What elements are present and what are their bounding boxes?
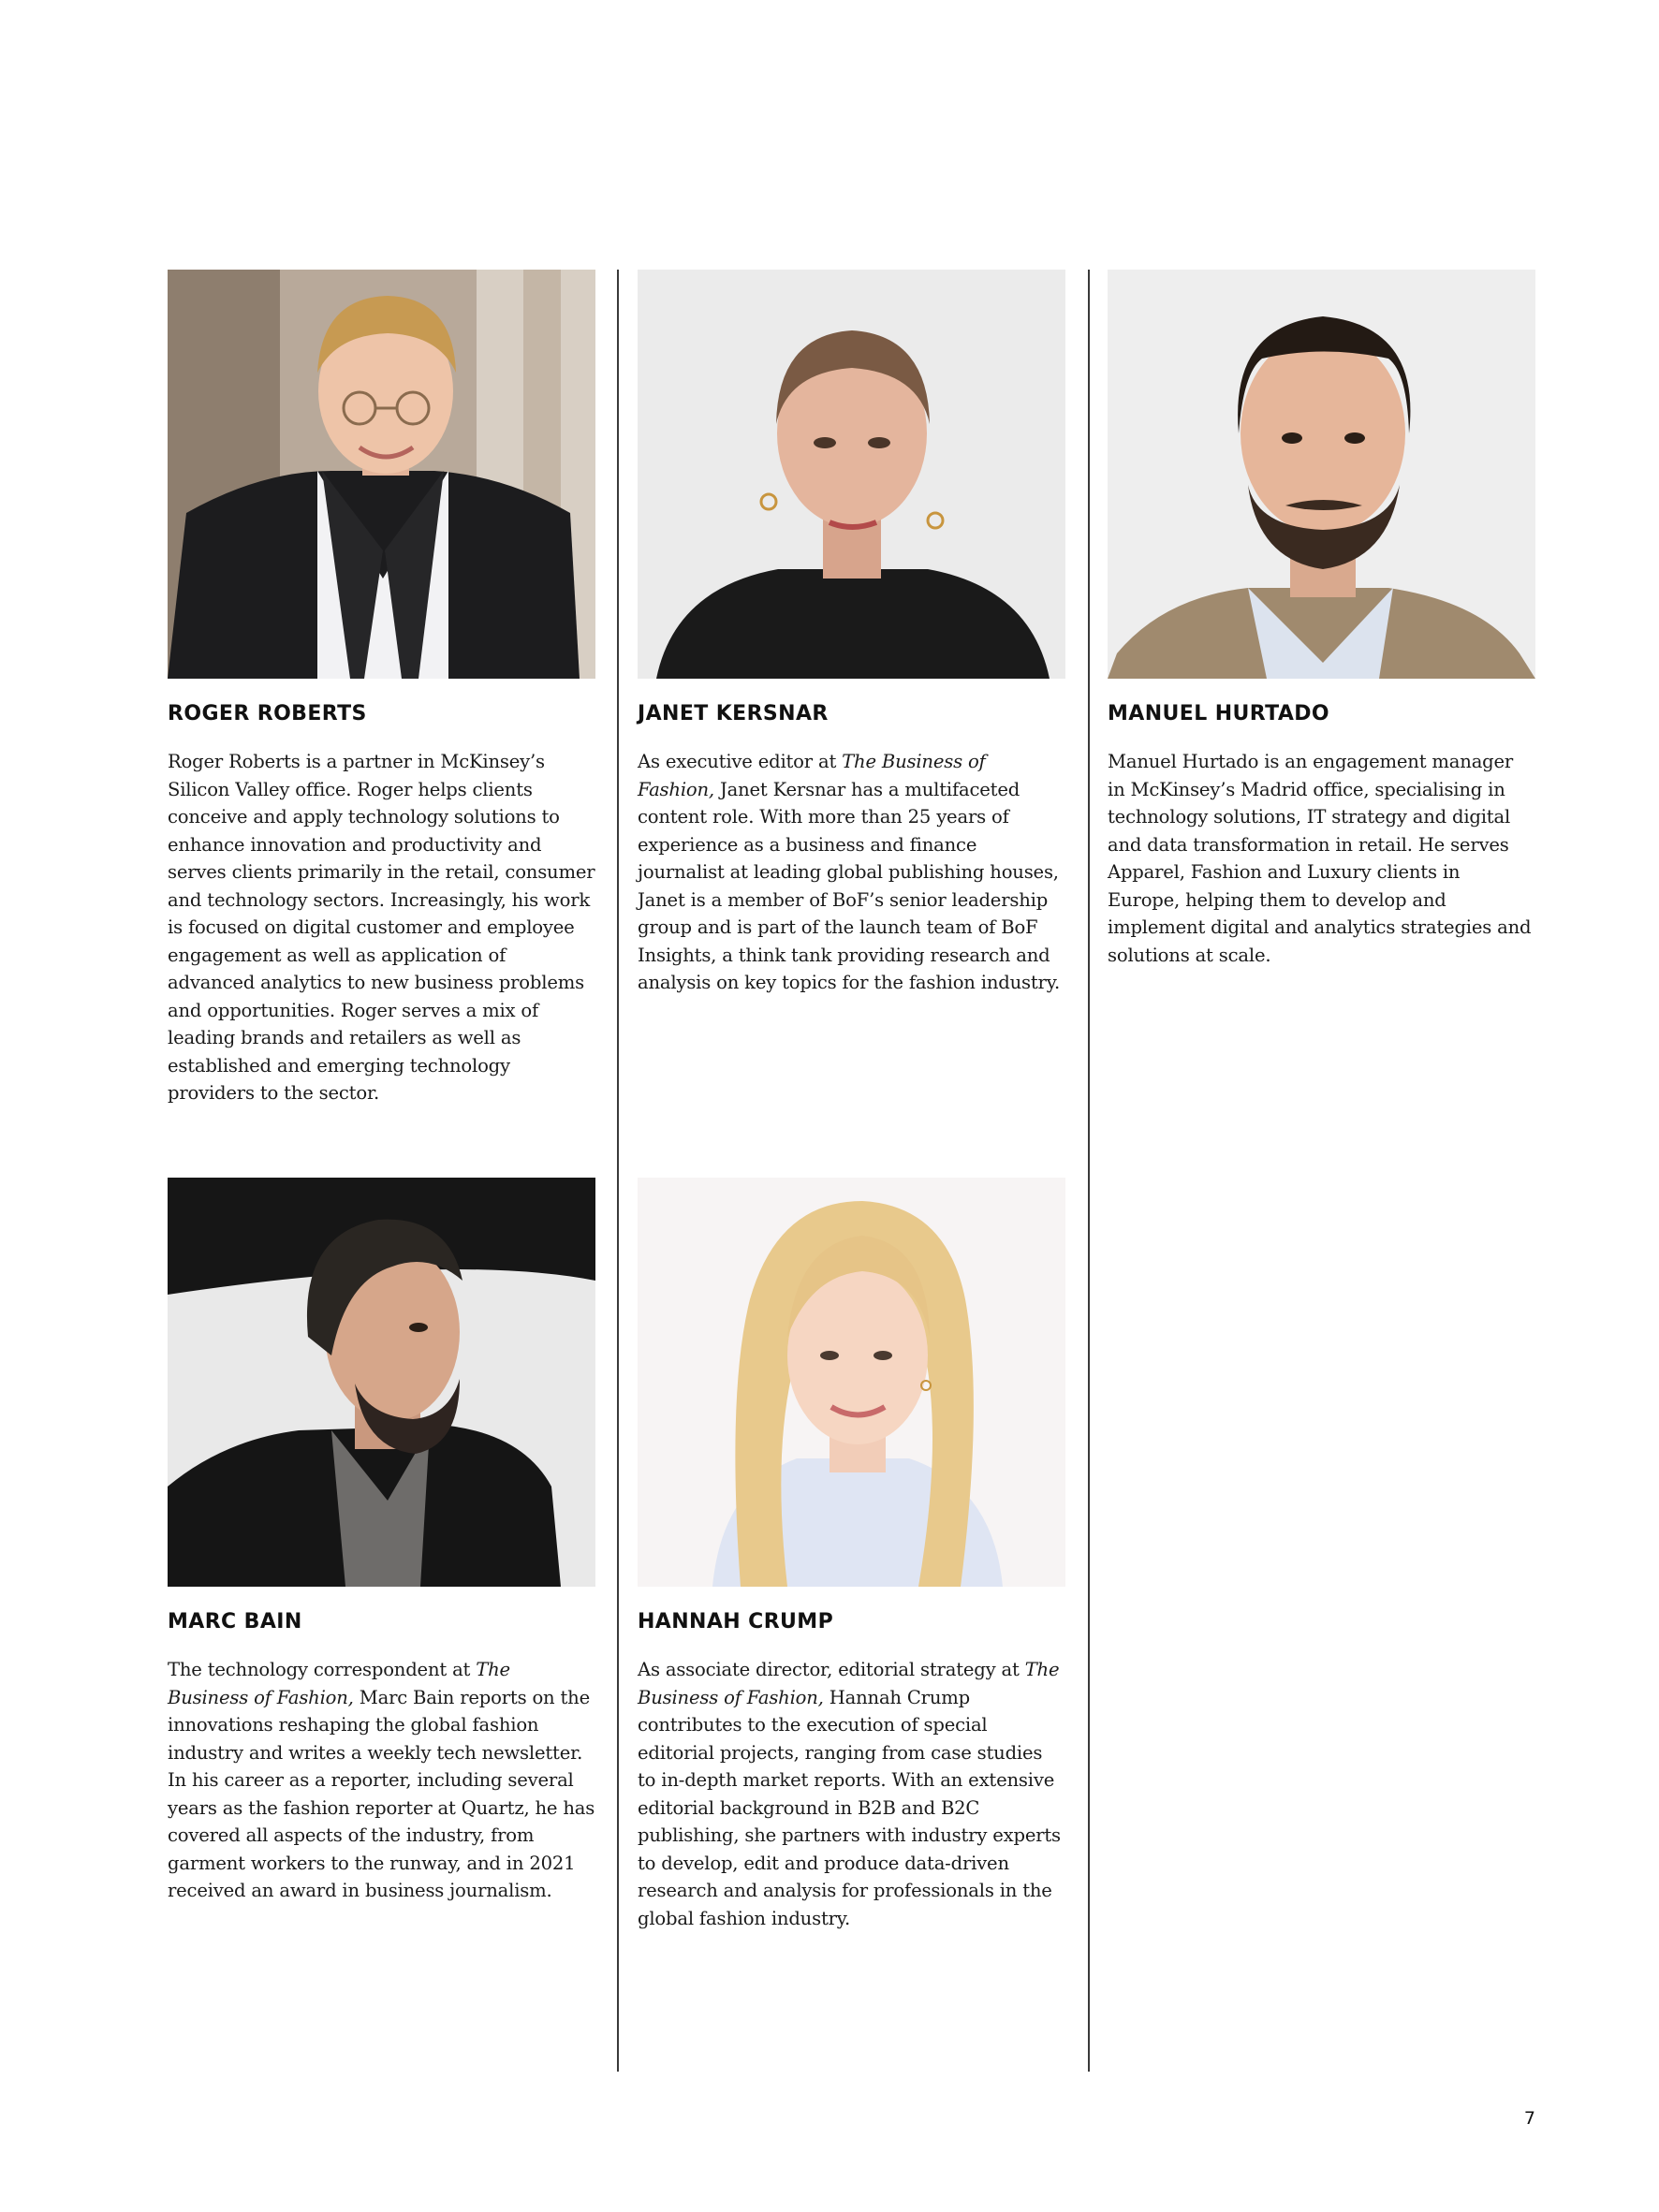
person-name: MARC BAIN bbox=[168, 1610, 302, 1633]
profile-card-manuel-hurtado bbox=[1108, 270, 1535, 969]
portrait-photo bbox=[1108, 270, 1535, 679]
person-bio: Manuel Hurtado is an engagement manager in McKinsey’s Madrid office, specialising in technology solutions, IT strategy and digital and data transformation in retail. He serves Apparel, Fashion and Luxury clients in Europe, helping them to develop and implement digital and analytics strategies and solutions at scale. bbox=[1108, 751, 1532, 966]
profile-card-hannah-crump bbox=[638, 1178, 1065, 1932]
profile-card-roger-roberts bbox=[168, 270, 595, 1107]
person-bio: Roger Roberts is a partner in McKinsey’s Silicon Valley office. Roger helps clients conceive and apply technology solutions to enhance innovation and productivity and serves clients primarily in the retail, consumer and technology sectors. Increasingly, his work is focused on digital customer and employee engagement as well as application of advanced analytics to new business problems and opportunities. Roger serves a mix of leading brands and retailers as well as established and emerging technology providers to the sector. bbox=[168, 751, 595, 1104]
person-name: HANNAH CRUMP bbox=[638, 1610, 834, 1633]
portrait-photo bbox=[168, 270, 595, 679]
person-name: MANUEL HURTADO bbox=[1108, 702, 1330, 725]
person-name: ROGER ROBERTS bbox=[168, 702, 367, 725]
person-bio: As executive editor at The Business of Fashion, Janet Kersnar has a multifaceted content role. With more than 25 years of experience as a business and finance journalist at leading global publishing houses, Janet is a member of BoF’s senior leadership group and is part of the launch team of BoF Insights, a think tank providing research and analysis on key topics for the fashion industry. bbox=[638, 751, 1060, 993]
page-number: 7 bbox=[1523, 2108, 1535, 2129]
person-bio: The technology correspondent at The Business of Fashion, Marc Bain reports on the innovations reshaping the global fashion industry and writes a weekly tech newsletter. In his career as a reporter, including several years as the fashion reporter at Quartz, he has covered all aspects of the industry, from garment workers to the runway, and in 2021 received an award in business journalism. bbox=[168, 1659, 595, 1901]
portrait-photo bbox=[638, 270, 1065, 679]
column-divider-right bbox=[1088, 270, 1090, 2072]
portrait-photo bbox=[638, 1178, 1065, 1587]
portrait-photo bbox=[168, 1178, 595, 1587]
person-bio: As associate director, editorial strategy at The Business of Fashion, Hannah Crump contributes to the execution of special editorial projects, ranging from case studies to in-depth market reports. With an extensive editorial background in B2B and B2C publishing, she partners with industry experts to develop, edit and produce data-driven research and analysis for professionals in the global fashion industry. bbox=[638, 1659, 1061, 1929]
column-divider-left bbox=[617, 270, 619, 2072]
profile-card-marc-bain bbox=[168, 1178, 595, 1905]
profile-card-janet-kersnar bbox=[638, 270, 1065, 997]
person-name: JANET KERSNAR bbox=[638, 702, 829, 725]
